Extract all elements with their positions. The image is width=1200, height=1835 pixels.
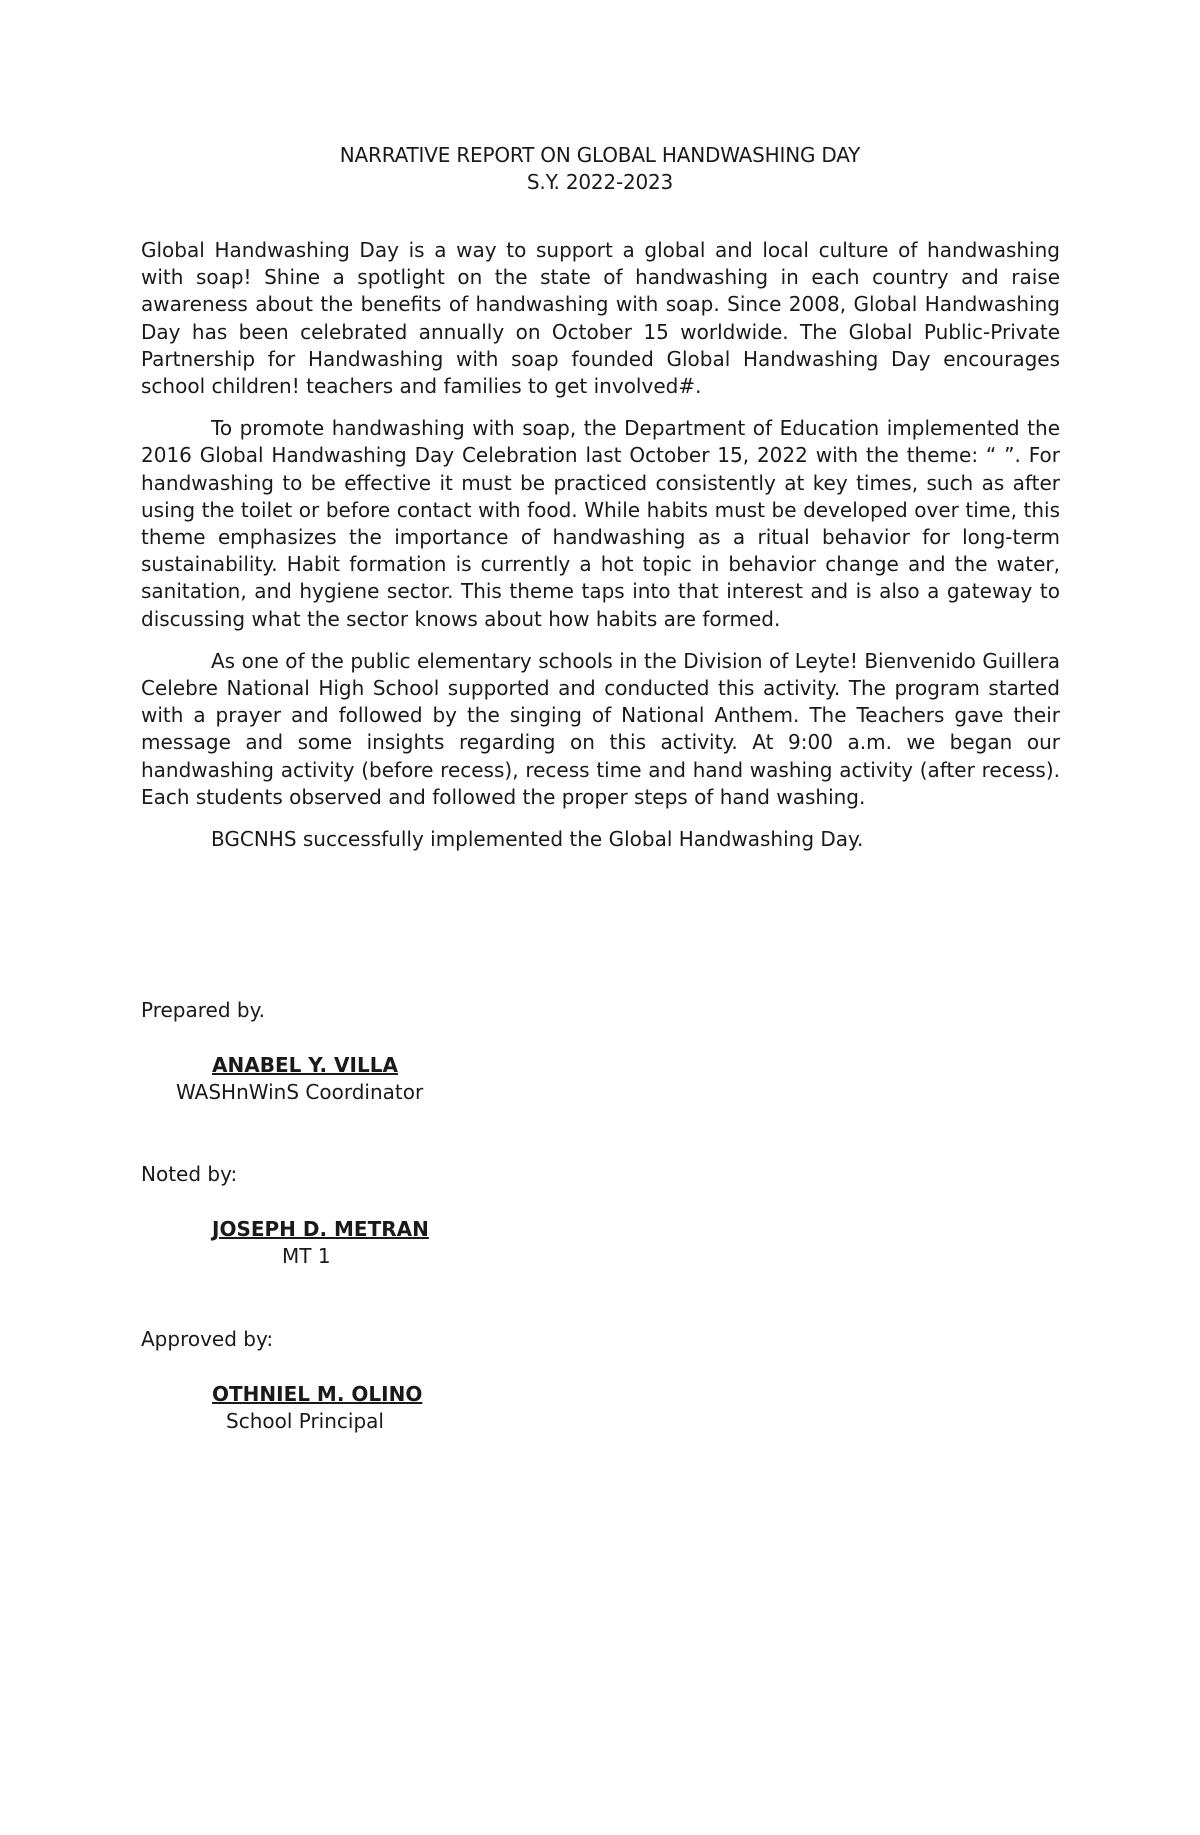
- report-body: [141, 237, 1060, 868]
- school-year: S.Y. 2022-2023: [526, 170, 674, 194]
- report-title: NARRATIVE REPORT ON GLOBAL HANDWASHING DAY: [339, 143, 861, 167]
- paragraph-activity: As one of the public elementary schools in the Division of Leyte! Bienvenido Guillera Celebre National High School supported and conducted this activity. The program started with a prayer and followed by the singing of National Anthem. The Teachers gave their message and some insights regarding on this activity. At 9:00 a.m. we began our handwashing activity (before recess), recess time and hand washing activity (after recess). Each students observed and followed the proper steps of hand washing.: [141, 648, 1060, 809]
- prepared-by-position: WASHnWinS Coordinator: [176, 1080, 424, 1104]
- prepared-by-name: ANABEL Y. VILLA: [212, 1053, 398, 1077]
- approved-by-position: School Principal: [226, 1409, 384, 1433]
- noted-by-name: JOSEPH D. METRAN: [212, 1217, 429, 1241]
- paragraph-intro: Global Handwashing Day is a way to support a global and local culture of handwashing with soap! Shine a spotlight on the state of handwashing in each country and raise awareness about the benefits of handwashing with soap. Since 2008, Global Handwashing Day has been celebrated annually on October 15 worldwide. The Global Public-Private Partnership for Handwashing with soap founded Global Handwashing Day encourages school children! teachers and families to get involved#.: [141, 238, 1060, 399]
- paragraph-theme: To promote handwashing with soap, the Department of Education implemented the 2016 Global Handwashing Day Celebration last October 15, 2022 with the theme: “ ”. For handwashing to be effective it must be practiced consistently at key times, such as after using the toilet or before contact with food. While habits must be developed over time, this theme emphasizes the importance of handwashing as a ritual behavior for long-term sustainability. Habit formation is currently a hot topic in behavior change and the water, sanitation, and hygiene sector. This theme taps into that interest and is also a gateway to discussing what the sector knows about how habits are formed.: [141, 416, 1060, 631]
- approved-by-label: Approved by:: [141, 1327, 274, 1351]
- noted-by-label: Noted by:: [141, 1162, 238, 1186]
- paragraph-conclusion: BGCNHS successfully implemented the Global Handwashing Day.: [211, 827, 864, 852]
- report-header: [0, 142, 1200, 196]
- approved-by-name: OTHNIEL M. OLINO: [212, 1382, 423, 1406]
- noted-by-position: MT 1: [282, 1244, 331, 1268]
- prepared-by-label: Prepared by.: [141, 998, 265, 1022]
